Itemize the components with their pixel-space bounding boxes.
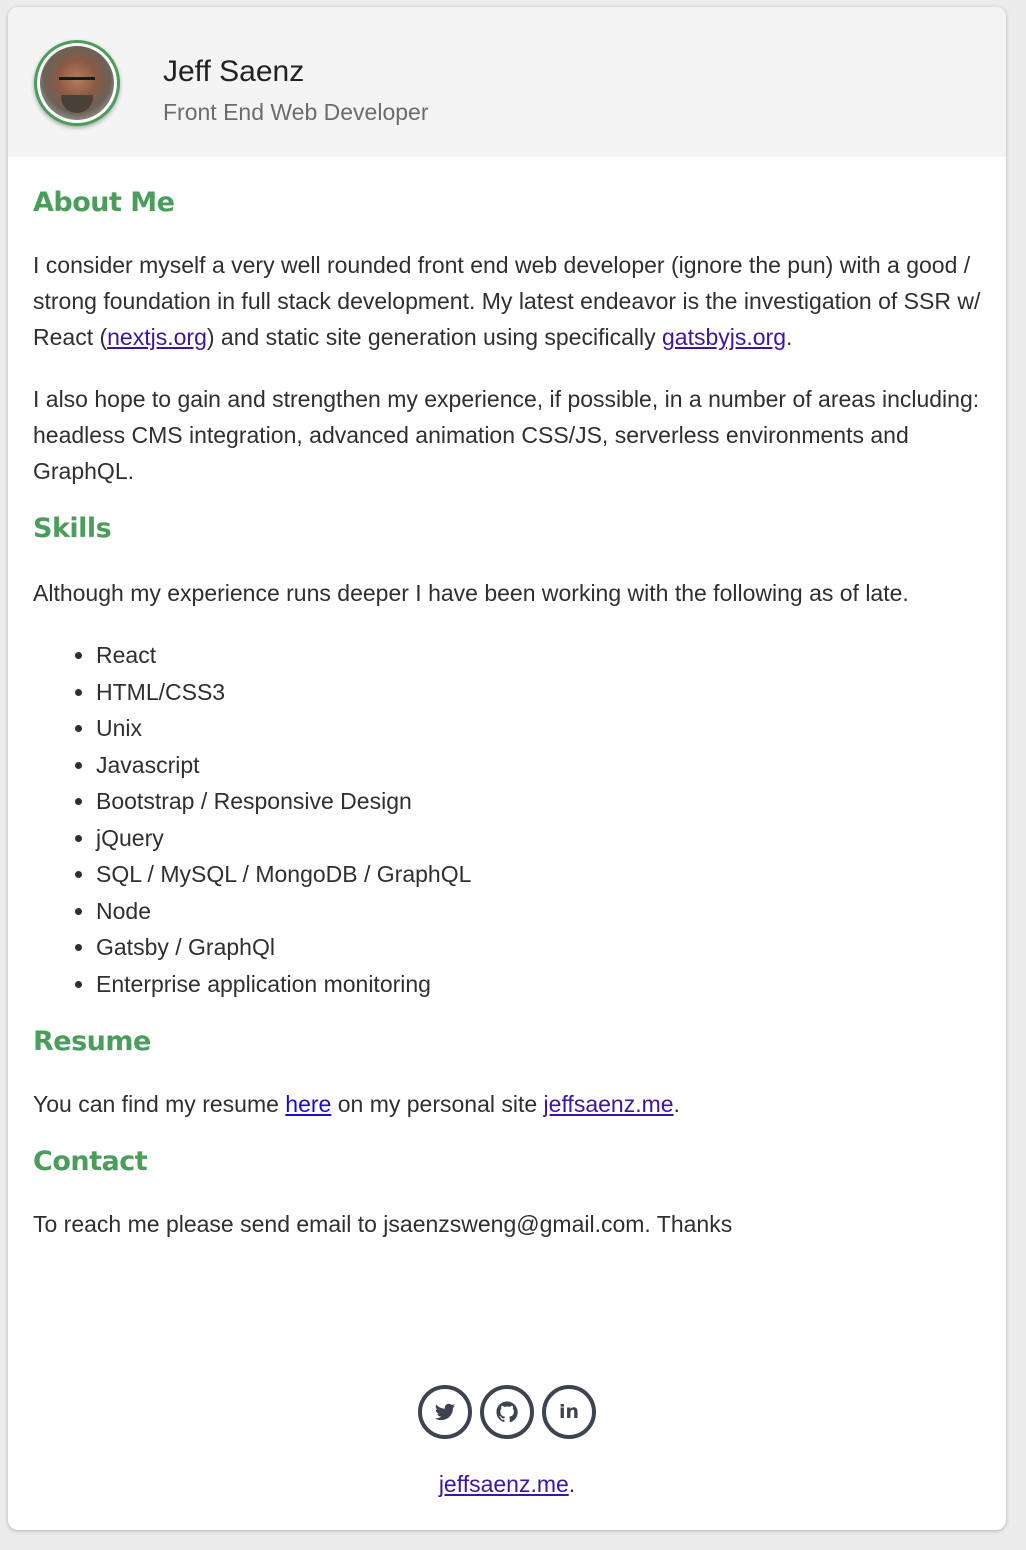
about-heading: About Me bbox=[33, 187, 175, 218]
about-text-b: ) and static site generation using specifically bbox=[206, 324, 662, 350]
skills-intro: Although my experience runs deeper I have been working with the following as of late. bbox=[33, 580, 909, 606]
list-item: • jQuery bbox=[96, 820, 983, 857]
list-item: • SQL / MySQL / MongoDB / GraphQL bbox=[96, 856, 983, 893]
footer bbox=[8, 1471, 1006, 1498]
resume-text-b: on my personal site bbox=[331, 1091, 544, 1117]
profile-name: Jeff Saenz bbox=[163, 55, 305, 88]
resume-here-link[interactable]: here bbox=[285, 1091, 332, 1117]
resume-text-c: . bbox=[673, 1091, 680, 1117]
twitter-icon bbox=[434, 1401, 456, 1423]
about-text-c: . bbox=[786, 324, 793, 350]
resume-text-a: You can find my resume bbox=[33, 1091, 286, 1117]
resume-paragraph bbox=[33, 1086, 983, 1122]
skills-list bbox=[33, 637, 983, 1002]
skills-heading: Skills bbox=[33, 513, 112, 544]
list-item: • Gatsby / GraphQl bbox=[96, 929, 983, 966]
gatsbyjs-link[interactable]: gatsbyjs.org bbox=[662, 324, 787, 350]
linkedin-button[interactable] bbox=[542, 1385, 596, 1439]
avatar bbox=[34, 40, 120, 126]
list-item: • Node bbox=[96, 893, 983, 930]
personal-site-link[interactable]: jeffsaenz.me bbox=[543, 1091, 674, 1117]
social-links bbox=[8, 1385, 1006, 1445]
list-item: • React bbox=[96, 637, 983, 674]
profile-card bbox=[8, 7, 1006, 1530]
resume-heading: Resume bbox=[33, 1026, 151, 1057]
list-item: • Unix bbox=[96, 710, 983, 747]
profile-header bbox=[8, 7, 1006, 157]
list-item: • HTML/CSS3 bbox=[96, 674, 983, 711]
about-text-a: I consider myself a very well rounded front end web developer (ignore the pun) with a good / strong foundation in full stack development. My latest endeavor is the investigation of SSR w/ React ( bbox=[33, 252, 981, 350]
profile-content bbox=[33, 157, 983, 1242]
list-item: • Bootstrap / Responsive Design bbox=[96, 783, 983, 820]
contact-heading: Contact bbox=[33, 1146, 148, 1177]
github-button[interactable] bbox=[480, 1385, 534, 1439]
twitter-button[interactable] bbox=[418, 1385, 472, 1439]
about-paragraph-1 bbox=[33, 247, 983, 355]
list-item: • Javascript bbox=[96, 747, 983, 784]
avatar-glasses bbox=[59, 77, 95, 88]
linkedin-icon: in bbox=[558, 1401, 580, 1423]
about-paragraph-2: I also hope to gain and strengthen my experience, if possible, in a number of areas including: headless CMS integration, advanced animation CSS/JS, serverless environments and GraphQL. bbox=[33, 386, 980, 484]
footer-suffix: . bbox=[568, 1471, 576, 1497]
nextjs-link[interactable]: nextjs.org bbox=[107, 324, 207, 350]
github-icon bbox=[496, 1401, 518, 1423]
contact-paragraph: To reach me please send email to jsaenzsweng@gmail.com. Thanks bbox=[33, 1211, 733, 1237]
footer-site-link[interactable]: jeffsaenz.me bbox=[438, 1471, 569, 1497]
list-item: • Enterprise application monitoring bbox=[96, 966, 983, 1003]
profile-title: Front End Web Developer bbox=[163, 99, 429, 125]
